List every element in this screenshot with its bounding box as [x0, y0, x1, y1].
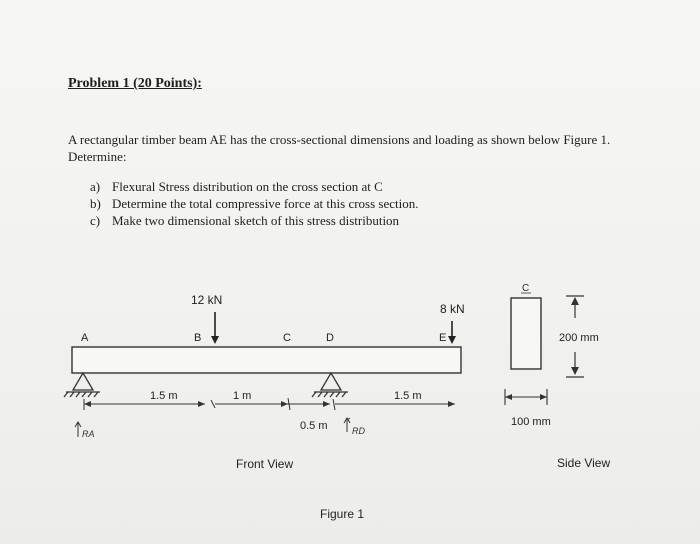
load-label-b: 12 kN: [191, 293, 223, 307]
beam: [72, 347, 461, 373]
front-view-caption: Front View: [236, 457, 294, 471]
reaction-arrow-a: [75, 422, 81, 437]
task-text: Make two dimensional sketch of this stress distribution: [112, 213, 400, 228]
reaction-arrow-d: [344, 418, 350, 432]
section-width-label: 100 mm: [511, 416, 551, 428]
task-label: a): [90, 179, 101, 194]
pin-support-d: [312, 373, 348, 397]
load-label-e: 8 kN: [440, 302, 465, 316]
problem-intro: A rectangular timber beam AE has the cross-sectional dimensions and loading as shown below Figure 1. Determine:: [68, 132, 611, 164]
point-label-b: B: [194, 332, 202, 344]
dimension-bc: 1 m: [233, 390, 252, 402]
reaction-label-a: RA: [82, 429, 95, 439]
cross-section: [511, 298, 541, 369]
figure-caption: Figure 1: [320, 507, 365, 521]
side-view-caption: Side View: [557, 456, 611, 470]
dimension-de: 1.5 m: [394, 390, 422, 402]
task-text: Flexural Stress distribution on the cross section at C: [112, 179, 383, 194]
point-label-e: E: [439, 332, 447, 344]
load-arrow-e: [448, 321, 456, 344]
task-label: c): [90, 213, 101, 228]
centroid-label: C: [522, 283, 530, 294]
load-arrow-b: [211, 312, 219, 344]
problem-title: Problem 1 (20 Points):: [68, 76, 202, 91]
section-height-label: 200 mm: [559, 332, 599, 344]
pin-support-a: [64, 373, 100, 397]
dimension-ab: 1.5 m: [150, 390, 178, 402]
reaction-label-d: RD: [352, 426, 365, 436]
dimension-cd: 0.5 m: [300, 420, 328, 432]
task-text: Determine the total compressive force at this cross section.: [112, 196, 419, 211]
width-dimension: [505, 389, 547, 405]
point-label-a: A: [81, 332, 89, 344]
task-label: b): [90, 196, 101, 211]
point-label-c: C: [283, 332, 291, 344]
point-label-d: D: [326, 332, 334, 344]
